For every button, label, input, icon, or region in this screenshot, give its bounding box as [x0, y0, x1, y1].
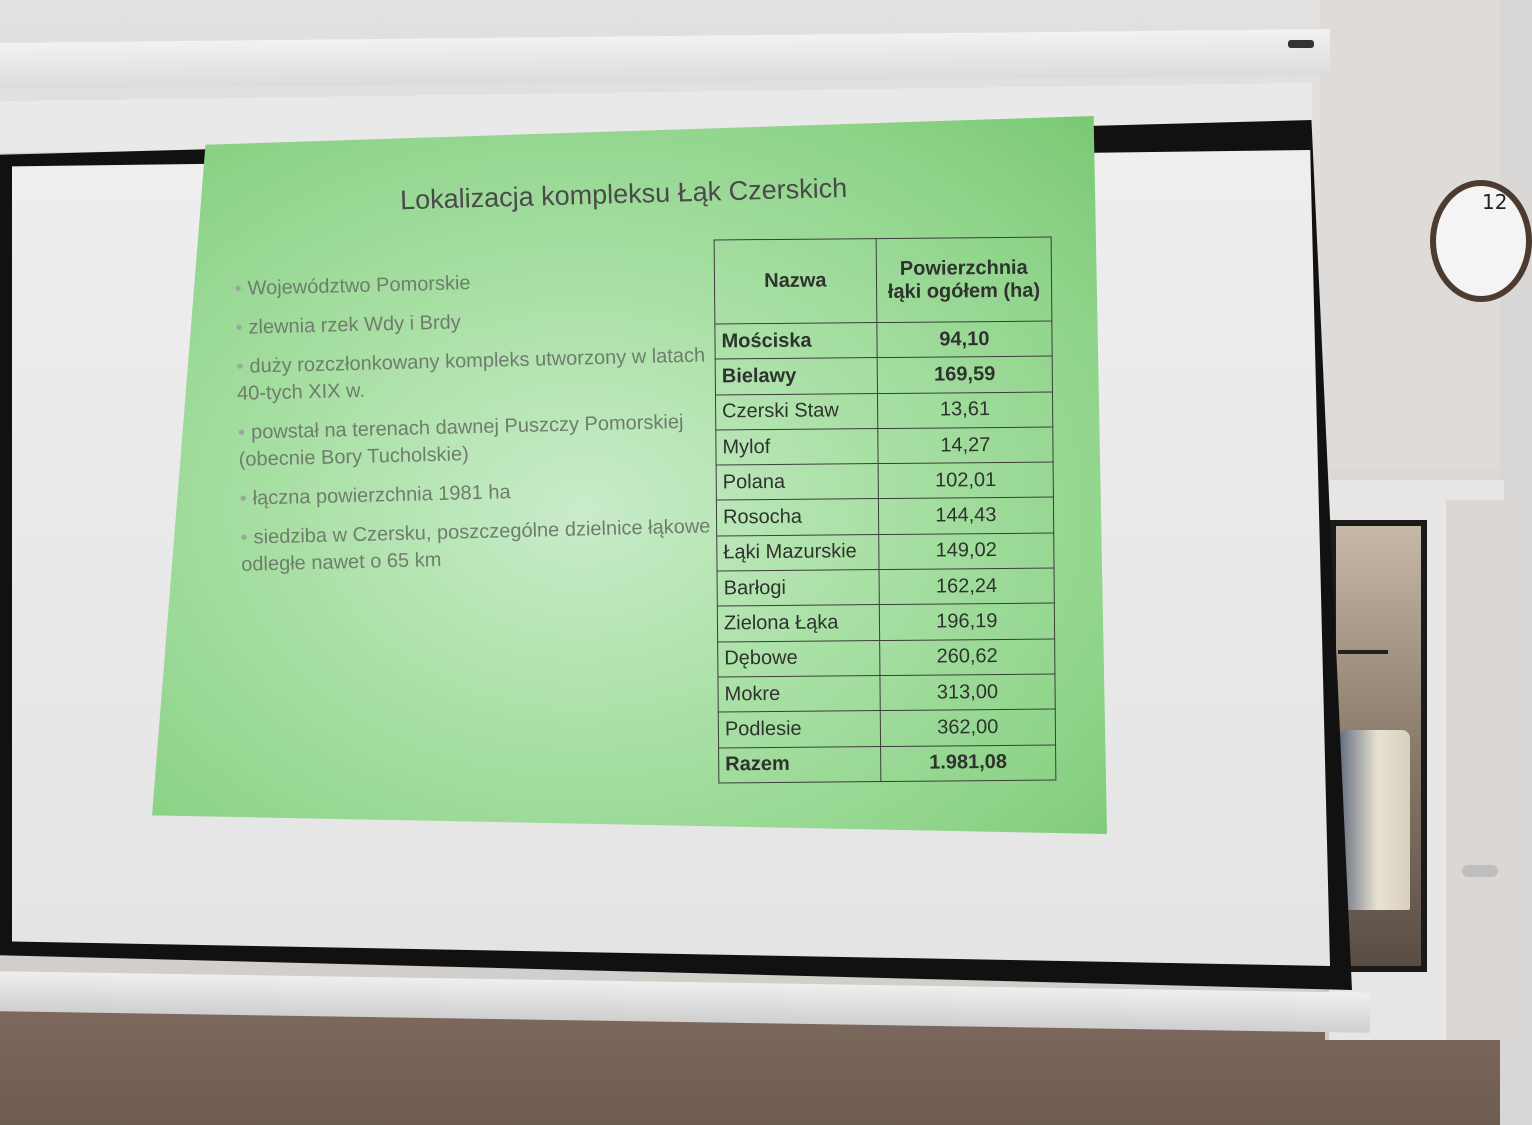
row-value: 94,10 — [877, 321, 1053, 358]
bullet-item — [240, 513, 721, 579]
bullet-text: duży rozczłonkowany kompleks utworzony w latach 40-tych XIX w. — [236, 344, 706, 405]
door-panel — [1440, 500, 1506, 1040]
bullet-dot-icon: • — [234, 277, 242, 300]
row-value: 169,59 — [877, 356, 1053, 393]
row-name: Polana — [716, 464, 878, 501]
bullet-item — [235, 303, 716, 342]
row-name: Czerski Staw — [715, 393, 877, 430]
bullet-text: siedziba w Czersku, poszczególne dzielnice łąkowe odległe nawet o 65 km — [241, 515, 711, 576]
row-name: Dębowe — [718, 640, 880, 677]
bullet-list — [234, 264, 722, 591]
hanging-coats — [1338, 730, 1410, 910]
row-value: 14,27 — [878, 427, 1054, 464]
wall-clock — [1430, 180, 1532, 302]
bullet-dot-icon: • — [237, 421, 246, 444]
row-name: Zielona Łąka — [717, 605, 879, 642]
bullet-dot-icon: • — [240, 526, 248, 549]
table-row — [715, 356, 1052, 394]
table-row — [716, 427, 1053, 465]
bullet-dot-icon: • — [236, 355, 244, 378]
bullet-text: Województwo Pomorskie — [247, 272, 471, 300]
slide-title: Lokalizacja kompleksu Łąk Czerskich — [399, 172, 848, 216]
table-row — [717, 603, 1054, 641]
row-name: Barłogi — [717, 570, 879, 607]
clock-numeral: 12 — [1482, 190, 1508, 214]
table-total-row — [719, 745, 1056, 783]
bullet-text: powstał na terenach dawnej Puszczy Pomorskiej (obecnie Bory Tucholskie) — [238, 410, 684, 471]
table-row — [718, 674, 1055, 712]
row-value: 196,19 — [879, 603, 1055, 640]
row-value: 102,01 — [878, 462, 1054, 499]
bullet-item — [238, 408, 719, 474]
bullet-item — [239, 474, 720, 513]
bullet-item — [236, 342, 717, 408]
total-value: 1.981,08 — [880, 745, 1056, 782]
row-value: 362,00 — [880, 709, 1056, 746]
bullet-text: zlewnia rzek Wdy i Brdy — [248, 311, 461, 339]
row-name: Mokre — [718, 676, 880, 713]
screen-brand-tag — [1288, 40, 1314, 48]
table-row — [718, 639, 1055, 677]
bullet-dot-icon: • — [235, 316, 243, 339]
bullet-text: łączna powierzchnia 1981 ha — [252, 481, 511, 510]
row-value: 162,24 — [879, 568, 1055, 605]
column-header-area: Powierzchnia łąki ogółem (ha) — [876, 237, 1052, 323]
column-header-name: Nazwa — [714, 239, 876, 324]
coat-rack — [1338, 650, 1388, 694]
bullet-dot-icon: • — [239, 487, 247, 510]
total-label: Razem — [719, 746, 881, 783]
table-row — [715, 392, 1052, 430]
area-table — [714, 237, 1057, 784]
row-name: Bielawy — [715, 358, 877, 395]
row-value: 149,02 — [878, 533, 1054, 570]
row-name: Łąki Mazurskie — [717, 534, 879, 571]
table-row — [716, 462, 1053, 500]
table-row — [717, 533, 1054, 571]
table-row — [717, 568, 1054, 606]
row-value: 144,43 — [878, 498, 1054, 535]
row-name: Podlesie — [718, 711, 880, 748]
row-value: 260,62 — [879, 639, 1055, 676]
table-row — [718, 709, 1055, 747]
row-name: Mylof — [716, 428, 878, 465]
door-handle[interactable] — [1462, 865, 1498, 877]
table-row — [715, 321, 1052, 359]
row-name: Mościska — [715, 323, 877, 360]
row-name: Rosocha — [716, 499, 878, 536]
row-value: 13,61 — [877, 392, 1053, 429]
table-row — [716, 498, 1053, 536]
row-value: 313,00 — [880, 674, 1056, 711]
